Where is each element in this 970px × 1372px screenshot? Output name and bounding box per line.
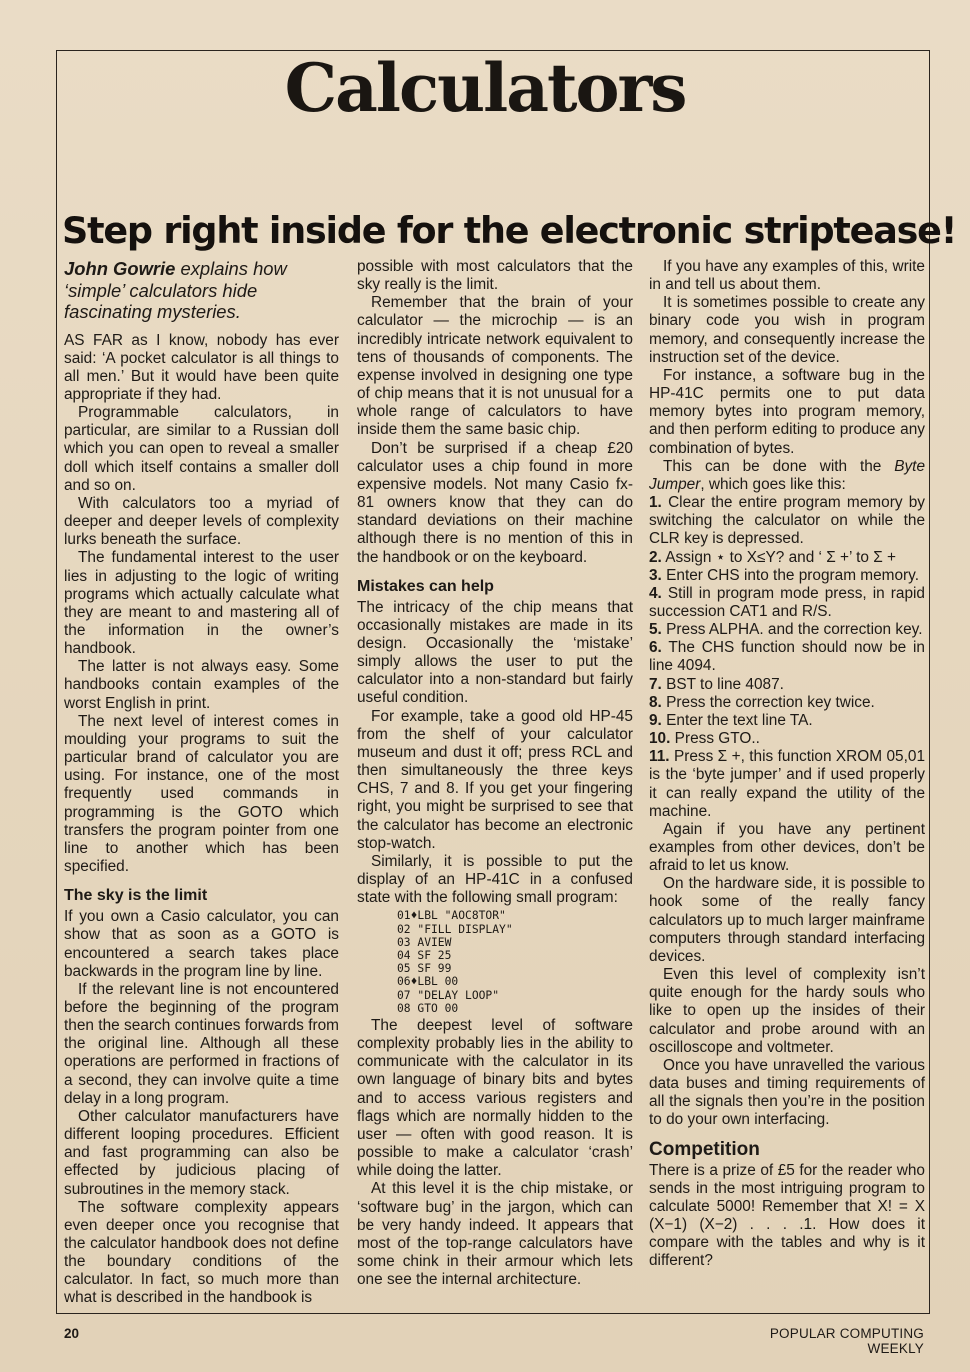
step-text: BST to line 4087. — [661, 675, 784, 693]
paragraph: The fundamental interest to the user lies in adjusting to the logic of writing programs which actually calculate what they are meant to and mastering all of the information in the owner’s handbook. — [64, 549, 339, 658]
step — [649, 694, 925, 712]
step-number: 7. — [649, 675, 662, 693]
author-name: John Gowrie — [64, 258, 176, 279]
step-text: Enter the text line TA. — [661, 711, 813, 729]
emphasis: Byte Jumper — [649, 457, 925, 493]
step — [649, 494, 925, 548]
step-number: 8. — [649, 693, 662, 711]
subheading: Competition — [649, 1138, 760, 1160]
step-number: 2. — [649, 548, 662, 566]
step — [649, 712, 925, 730]
paragraph: AS FAR as I know, nobody has ever said: ‘A pocket calculator is all things to all men.’ But it would have been quite appropriate if they had. — [64, 331, 339, 403]
step-number: 10. — [649, 730, 671, 748]
step-text: Assign ⋆ to X≤Y? and ‘ Σ +’ to Σ + — [661, 548, 897, 566]
step — [649, 748, 925, 821]
step-text: Still in program mode press, in rapid succession CAT1 and R/S. — [649, 584, 925, 620]
step-number: 6. — [649, 639, 662, 657]
paragraph: The deepest level of software complexity probably lies in the ability to communicate with the calculator in its own language of binary bits and bytes and to access various registers and flags which are normally hidden to the user — often with good reason. It is possible to make a calculator ‘crash’ while doing the latter. — [357, 1016, 633, 1180]
paragraph: The intricacy of the chip means that occasionally mistakes are made in its design. Occasionally the ‘mistake’ simply allows the user to put the calculator into a non-standard but fairly useful condition. — [357, 598, 633, 707]
paragraph: Other calculator manufacturers have different looping procedures. Efficient and fast programming can also be effected by judicious placing of subroutines in the memory stack. — [64, 1107, 339, 1198]
standfirst: explains how ‘simple’ calculators hide fascinating mysteries. — [64, 258, 287, 322]
step-number: 4. — [649, 584, 662, 602]
paragraph: For example, take a good old HP-45 from the shelf of your calculator museum and dust it off; press RCL and then simultaneously the three keys CHS, 7 and 8. If you get your fingering right, you might be surprised to see that the calculator has become an electronic stop-watch. — [357, 707, 633, 852]
step-text: Press GTO.. — [670, 730, 760, 748]
paragraph: Once you have unravelled the various data buses and timing requirements of all the signals then you’re in the position to do your own interfacing. — [649, 1056, 925, 1129]
paragraph: If you own a Casio calculator, you can show that as soon as a GOTO is encountered a search takes place backwards in the program line by line. — [64, 908, 339, 980]
step-text: Press ALPHA. and the correction key. — [661, 621, 923, 639]
step-number: 11. — [649, 748, 670, 766]
step — [649, 567, 925, 585]
paragraph: The latter is not always easy. Some handbooks contain examples of the worst English in print. — [64, 658, 339, 712]
paragraph: possible with most calculators that the sky really is the limit. — [357, 258, 633, 294]
paragraph: Programmable calculators, in particular, are similar to a Russian doll which you can open to reveal a smaller doll which itself contains a smaller doll and so on. — [64, 404, 339, 494]
paragraph: Remember that the brain of your calculator — the microchip — is an incredibly intricate network equivalent to tens of thousands of components. The expense involved in designing one type of chip means that it is not unusual for a whole range of calculators to have inside them the same basic chip. — [357, 294, 633, 439]
program-line: 07 "DELAY LOOP" — [397, 988, 500, 1002]
article-headline: Step right inside for the electronic striptease! — [62, 209, 957, 252]
paragraph: Even this level of complexity isn’t quite enough for the hardy souls who like to open up the insides of their calculator and probe around with an oscilloscope and voltmeter. — [649, 966, 925, 1056]
paragraph: Similarly, it is possible to put the display of an HP-41C in a confused state with the following small program: — [357, 852, 633, 907]
paragraph: Don’t be surprised if a cheap £20 calculator uses a chip found in more expensive models. Not many Casio fx-81 owners know that they can do standard deviations on their machine although there is no mention of this in the handbook or on the keyboard. — [357, 439, 633, 566]
paragraph: There is a prize of £5 for the reader who sends in the most intriguing program to calculate 5000! Remember that X! = X (X−1) (X−2) . . . .1. How does it compare with the tables and why is it different? — [649, 1161, 925, 1270]
step-text: Press the correction key twice. — [661, 693, 875, 711]
step — [649, 676, 925, 694]
step — [649, 621, 925, 639]
paragraph: At this level it is the chip mistake, or ‘software bug’ in the jargon, which can be very handy indeed. It appears that most of the top-range calculators have some chink in their armour which lets one see the internal architecture. — [357, 1180, 633, 1289]
paragraph: On the hardware side, it is possible to hook some of the really fancy calculators up to much larger mainframe computers through standard interfacing devices. — [649, 875, 925, 965]
text-run: , which goes like this: — [700, 475, 846, 493]
paragraph: If you have any examples of this, write in and tell us about them. — [649, 258, 925, 294]
article-column-1 — [64, 258, 339, 1308]
program-line: 06♦LBL 00 — [397, 975, 459, 989]
step — [649, 585, 925, 621]
section-title: Calculators — [284, 49, 686, 127]
text-run: This can be done with the — [663, 457, 895, 475]
step — [649, 549, 925, 567]
program-line: 05 SF 99 — [397, 962, 452, 976]
paragraph: The next level of interest comes in moulding your programs to suit the particular brand of calculator you are using. For instance, one of the most frequently used commands in programming is the GOTO which transfers the program pointer from one line to another which has been specified. — [64, 712, 339, 876]
program-line: 04 SF 25 — [397, 948, 452, 962]
program-listing — [397, 909, 633, 1015]
step-text: Press Σ +, this function XROM 05,01 is the ‘byte jumper’ and if used properly it can really expand the utility of the machine. — [649, 748, 925, 820]
paragraph: With calculators too a myriad of deeper and deeper levels of complexity lurks beneath the surface. — [64, 494, 339, 549]
paragraph: Again if you have any pertinent examples from other devices, don’t be afraid to let us know. — [649, 820, 925, 875]
byline — [64, 258, 339, 323]
paragraph: If the relevant line is not encountered before the beginning of the program then the search continues forwards from the original line. Although all these operations are performed in fractions of a second, they can involve quite a time delay in a long program. — [64, 980, 339, 1107]
step-text: Clear the entire program memory by switching the calculator on while the CLR key is depressed. — [649, 494, 925, 548]
step-number: 3. — [649, 566, 662, 584]
step-number: 1. — [649, 494, 662, 512]
paragraph: For instance, a software bug in the HP-41C permits one to put data memory bytes into program memory, and then perform editing to produce any combination of bytes. — [649, 366, 925, 457]
step-text: Enter CHS into the program memory. — [661, 566, 920, 584]
paragraph: It is sometimes possible to create any binary code you wish in program memory, and consequently increase the instruction set of the device. — [649, 294, 925, 366]
subheading: The sky is the limit — [64, 887, 208, 905]
program-line: 01♦LBL "AOC8TOR" — [397, 909, 506, 923]
program-line: 03 AVIEW — [397, 935, 452, 949]
subheading: Mistakes can help — [357, 577, 494, 595]
publication-name: POPULAR COMPUTING WEEKLY — [769, 1326, 924, 1356]
article-column-2 — [357, 258, 633, 1289]
step — [649, 730, 925, 748]
paragraph — [649, 458, 925, 494]
step-number: 9. — [649, 711, 662, 729]
program-line: 02 "FILL DISPLAY" — [397, 922, 513, 936]
program-line: 08 GTO 00 — [397, 1001, 459, 1015]
step-text: The CHS function should now be in line 4094. — [649, 639, 925, 675]
page-number: 20 — [64, 1326, 80, 1341]
paragraph: The software complexity appears even deeper once you recognise that the calculator handbook does not define the boundary conditions of the calculator. In fact, so much more than what is described in the handbook is — [64, 1198, 339, 1307]
step — [649, 639, 925, 675]
step-number: 5. — [649, 621, 662, 639]
article-column-3 — [649, 258, 925, 1270]
